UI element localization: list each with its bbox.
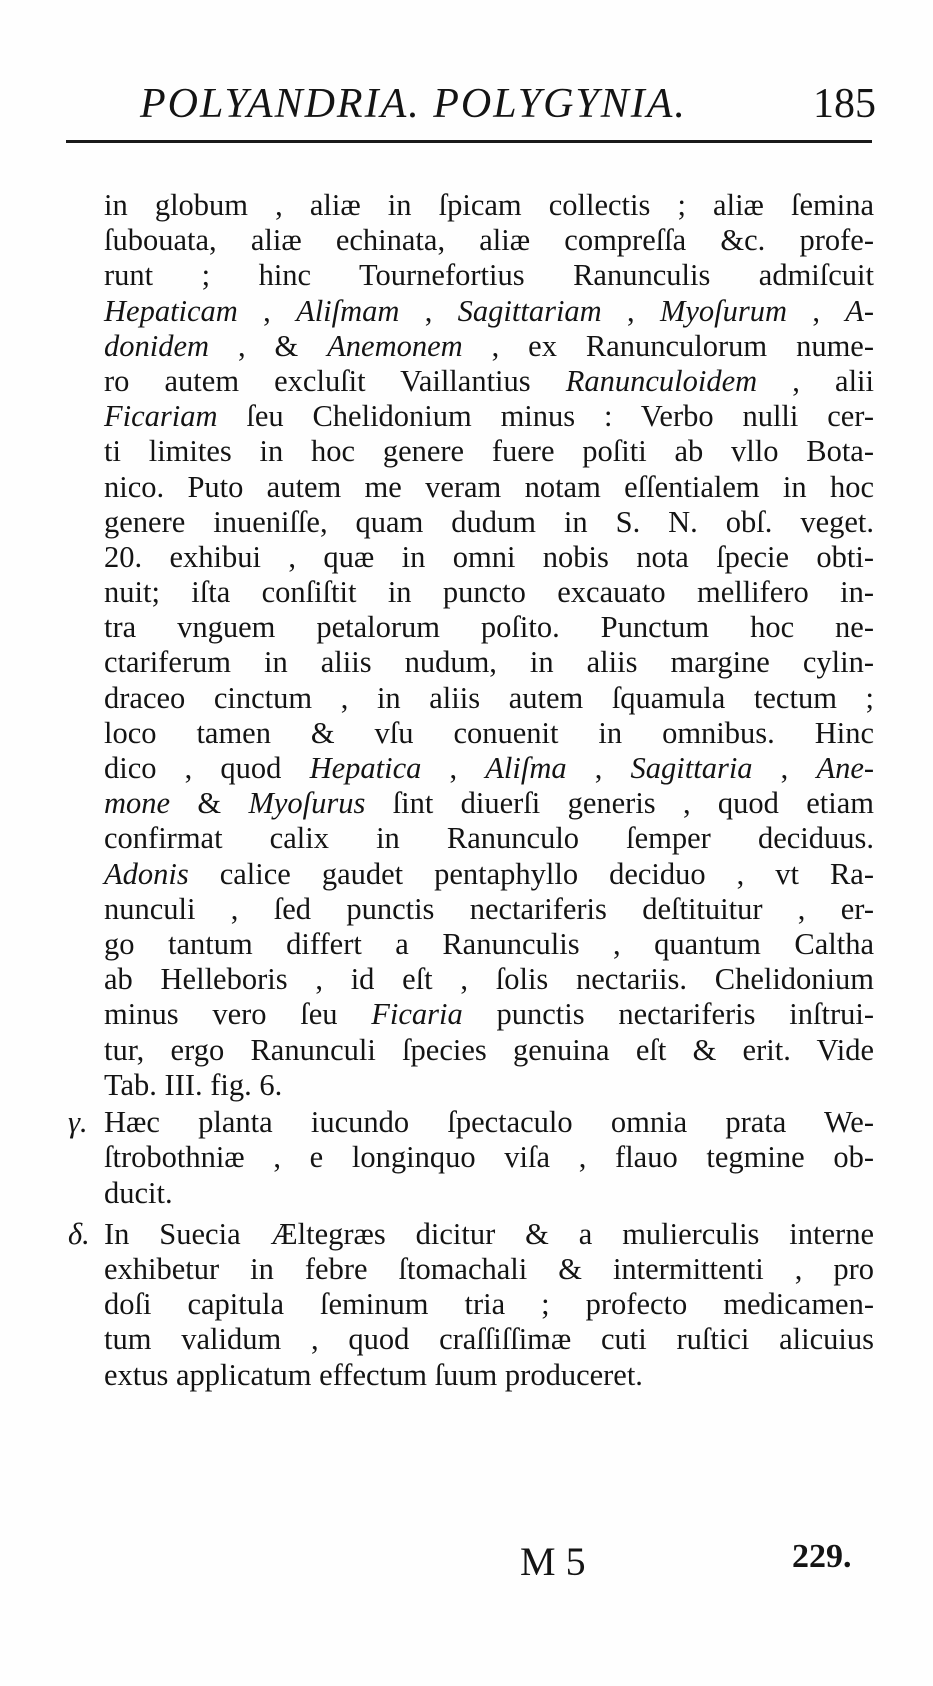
text-run: tur, ergo Ranunculi ſpecies genuina eſt & erit. Vide [104, 1032, 874, 1067]
text-line [104, 751, 874, 786]
footnote-marker: δ. [68, 1216, 90, 1251]
text-run: , alii [757, 363, 874, 398]
text-run: in globum , aliæ in ſpicam collectis ; aliæ ſemina [104, 188, 874, 222]
text-line [104, 645, 874, 680]
text-run: minus vero ſeu [104, 997, 372, 1032]
text-run: loco tamen & vſu conuenit in omnibus. Hinc [104, 715, 874, 750]
italic-term: Anemonem [327, 328, 463, 363]
text-run: Tab. III. fig. 6. [104, 1067, 283, 1102]
footnote-line: In Suecia Æltegræs dicitur & a mulierculis interne [104, 1216, 874, 1251]
text-line [104, 1068, 874, 1103]
text-line [104, 223, 874, 258]
text-run: & [170, 786, 249, 821]
text-line [104, 399, 874, 434]
text-line [104, 364, 874, 399]
italic-term: Aliſma [485, 751, 567, 785]
text-run: genere inueniſſe, quam dudum in S. N. obſ. veget. [104, 504, 874, 539]
footnote [68, 1216, 874, 1393]
footnote [68, 1105, 874, 1211]
signature-mark: M 5 [520, 1539, 586, 1584]
footnote-line: ducit. [104, 1175, 173, 1210]
text-line [104, 681, 874, 716]
footer-number: 229. [792, 1538, 852, 1575]
running-title: POLYANDRIA. POLYGYNIA. [140, 81, 687, 127]
footnote-line: Hæc planta iucundo ſpectaculo omnia prata We- [104, 1105, 874, 1140]
text-run: 20. exhibui , quæ in omni nobis nota ſpecie obti- [104, 539, 874, 574]
text-run: ctariferum in aliis nudum, in aliis margine cylin- [104, 645, 874, 680]
footnote-line: doſi capitula ſeminum tria ; profecto medicamen- [104, 1287, 874, 1322]
main-text [104, 188, 874, 1103]
text-line [104, 470, 874, 505]
text-line [104, 434, 874, 469]
text-line [104, 258, 874, 293]
text-run: nuit; iſta conſiſtit in puncto excauato mellifero in- [104, 575, 874, 610]
text-run: go tantum differt a Ranunculis , quantum Caltha [104, 926, 874, 961]
italic-term: Ficaria [371, 997, 463, 1032]
text-line [104, 505, 874, 540]
text-line [104, 857, 874, 892]
text-run: runt ; hinc Tournefortius Ranunculis admiſcuit [104, 258, 874, 293]
italic-term: Myoſurum [659, 293, 788, 328]
text-run: calice gaudet pentaphyllo deciduo , vt Ra- [188, 856, 874, 891]
footnote-line: exhibetur in febre ſtomachali & intermittenti , pro [104, 1251, 874, 1286]
text-run: draceo cinctum , in aliis autem ſquamula tectum ; [104, 680, 874, 715]
text-line [104, 962, 874, 997]
text-line [104, 892, 874, 927]
page-number: 185 [813, 81, 876, 127]
text-run: ſubouata, aliæ echinata, aliæ compreſſa &c. profe- [104, 223, 874, 258]
text-line [104, 1033, 874, 1068]
italic-term: donidem [104, 328, 210, 363]
text-line [104, 716, 874, 751]
text-run: ſint diuerſi generis , quod etiam [365, 786, 874, 821]
italic-term: Hepatica [309, 751, 422, 785]
text-line [104, 610, 874, 645]
text-line [104, 540, 874, 575]
text-run: nunculi , ſed punctis nectariferis deſtituitur , er- [104, 891, 874, 926]
italic-term: A- [845, 293, 875, 328]
italic-term: Aliſmam [296, 293, 400, 328]
text-line [104, 997, 874, 1032]
text-run: ſeu Chelidonium minus : Verbo nulli cer- [217, 399, 874, 434]
text-line [104, 927, 874, 962]
text-line [104, 188, 874, 223]
text-run: ti limites in hoc genere fuere poſiti ab vllo Bota- [104, 434, 874, 469]
text-run: , [752, 751, 817, 785]
text-run: dico , quod [104, 751, 310, 785]
text-run: nico. Puto autem me veram notam eſſentialem in hoc [104, 469, 874, 504]
running-head [140, 80, 900, 140]
italic-term: mone [104, 786, 171, 821]
header-rule [66, 140, 872, 147]
text-run: , [237, 293, 297, 328]
text-run: ro autem excluſit Vaillantius [104, 363, 566, 398]
text-line [104, 329, 874, 364]
text-run: ab Helleboris , id eſt , ſolis nectariis. Chelidonium [104, 962, 874, 997]
footnote-marker: γ. [68, 1105, 88, 1140]
footnote-line: ſtrobothniæ , e longinquo viſa , flauo tegmine ob- [104, 1140, 874, 1175]
italic-term: Adonis [104, 856, 189, 891]
italic-term: Sagittaria [630, 751, 753, 785]
text-run: tra vnguem petalorum poſito. Punctum hoc ne- [104, 610, 874, 645]
footnote-line: extus applicatum effectum ſuum produceret. [104, 1357, 643, 1392]
italic-term: Myoſurus [248, 786, 366, 821]
text-line [104, 821, 874, 856]
text-line [104, 294, 874, 329]
text-run: , [421, 751, 486, 785]
text-line [104, 786, 874, 821]
text-run: punctis nectariferis inſtrui- [462, 997, 874, 1032]
italic-term: Ane- [816, 751, 875, 785]
italic-term: Hepaticam [104, 293, 238, 328]
text-run: , [787, 293, 846, 328]
footnote-line: tum validum , quod craſſiſſimæ cuti ruſtici alicuius [104, 1322, 874, 1357]
italic-term: Sagittariam [457, 293, 602, 328]
text-run: , ex Ranunculorum nume- [462, 328, 874, 363]
text-run: , [566, 751, 631, 785]
text-line [104, 575, 874, 610]
italic-term: Ranunculoidem [565, 363, 758, 398]
text-run: , [601, 293, 660, 328]
text-run: , [399, 293, 458, 328]
text-run: , & [209, 328, 328, 363]
italic-term: Ficariam [104, 399, 218, 434]
text-run: confirmat calix in Ranunculo ſemper deciduus. [104, 821, 874, 856]
